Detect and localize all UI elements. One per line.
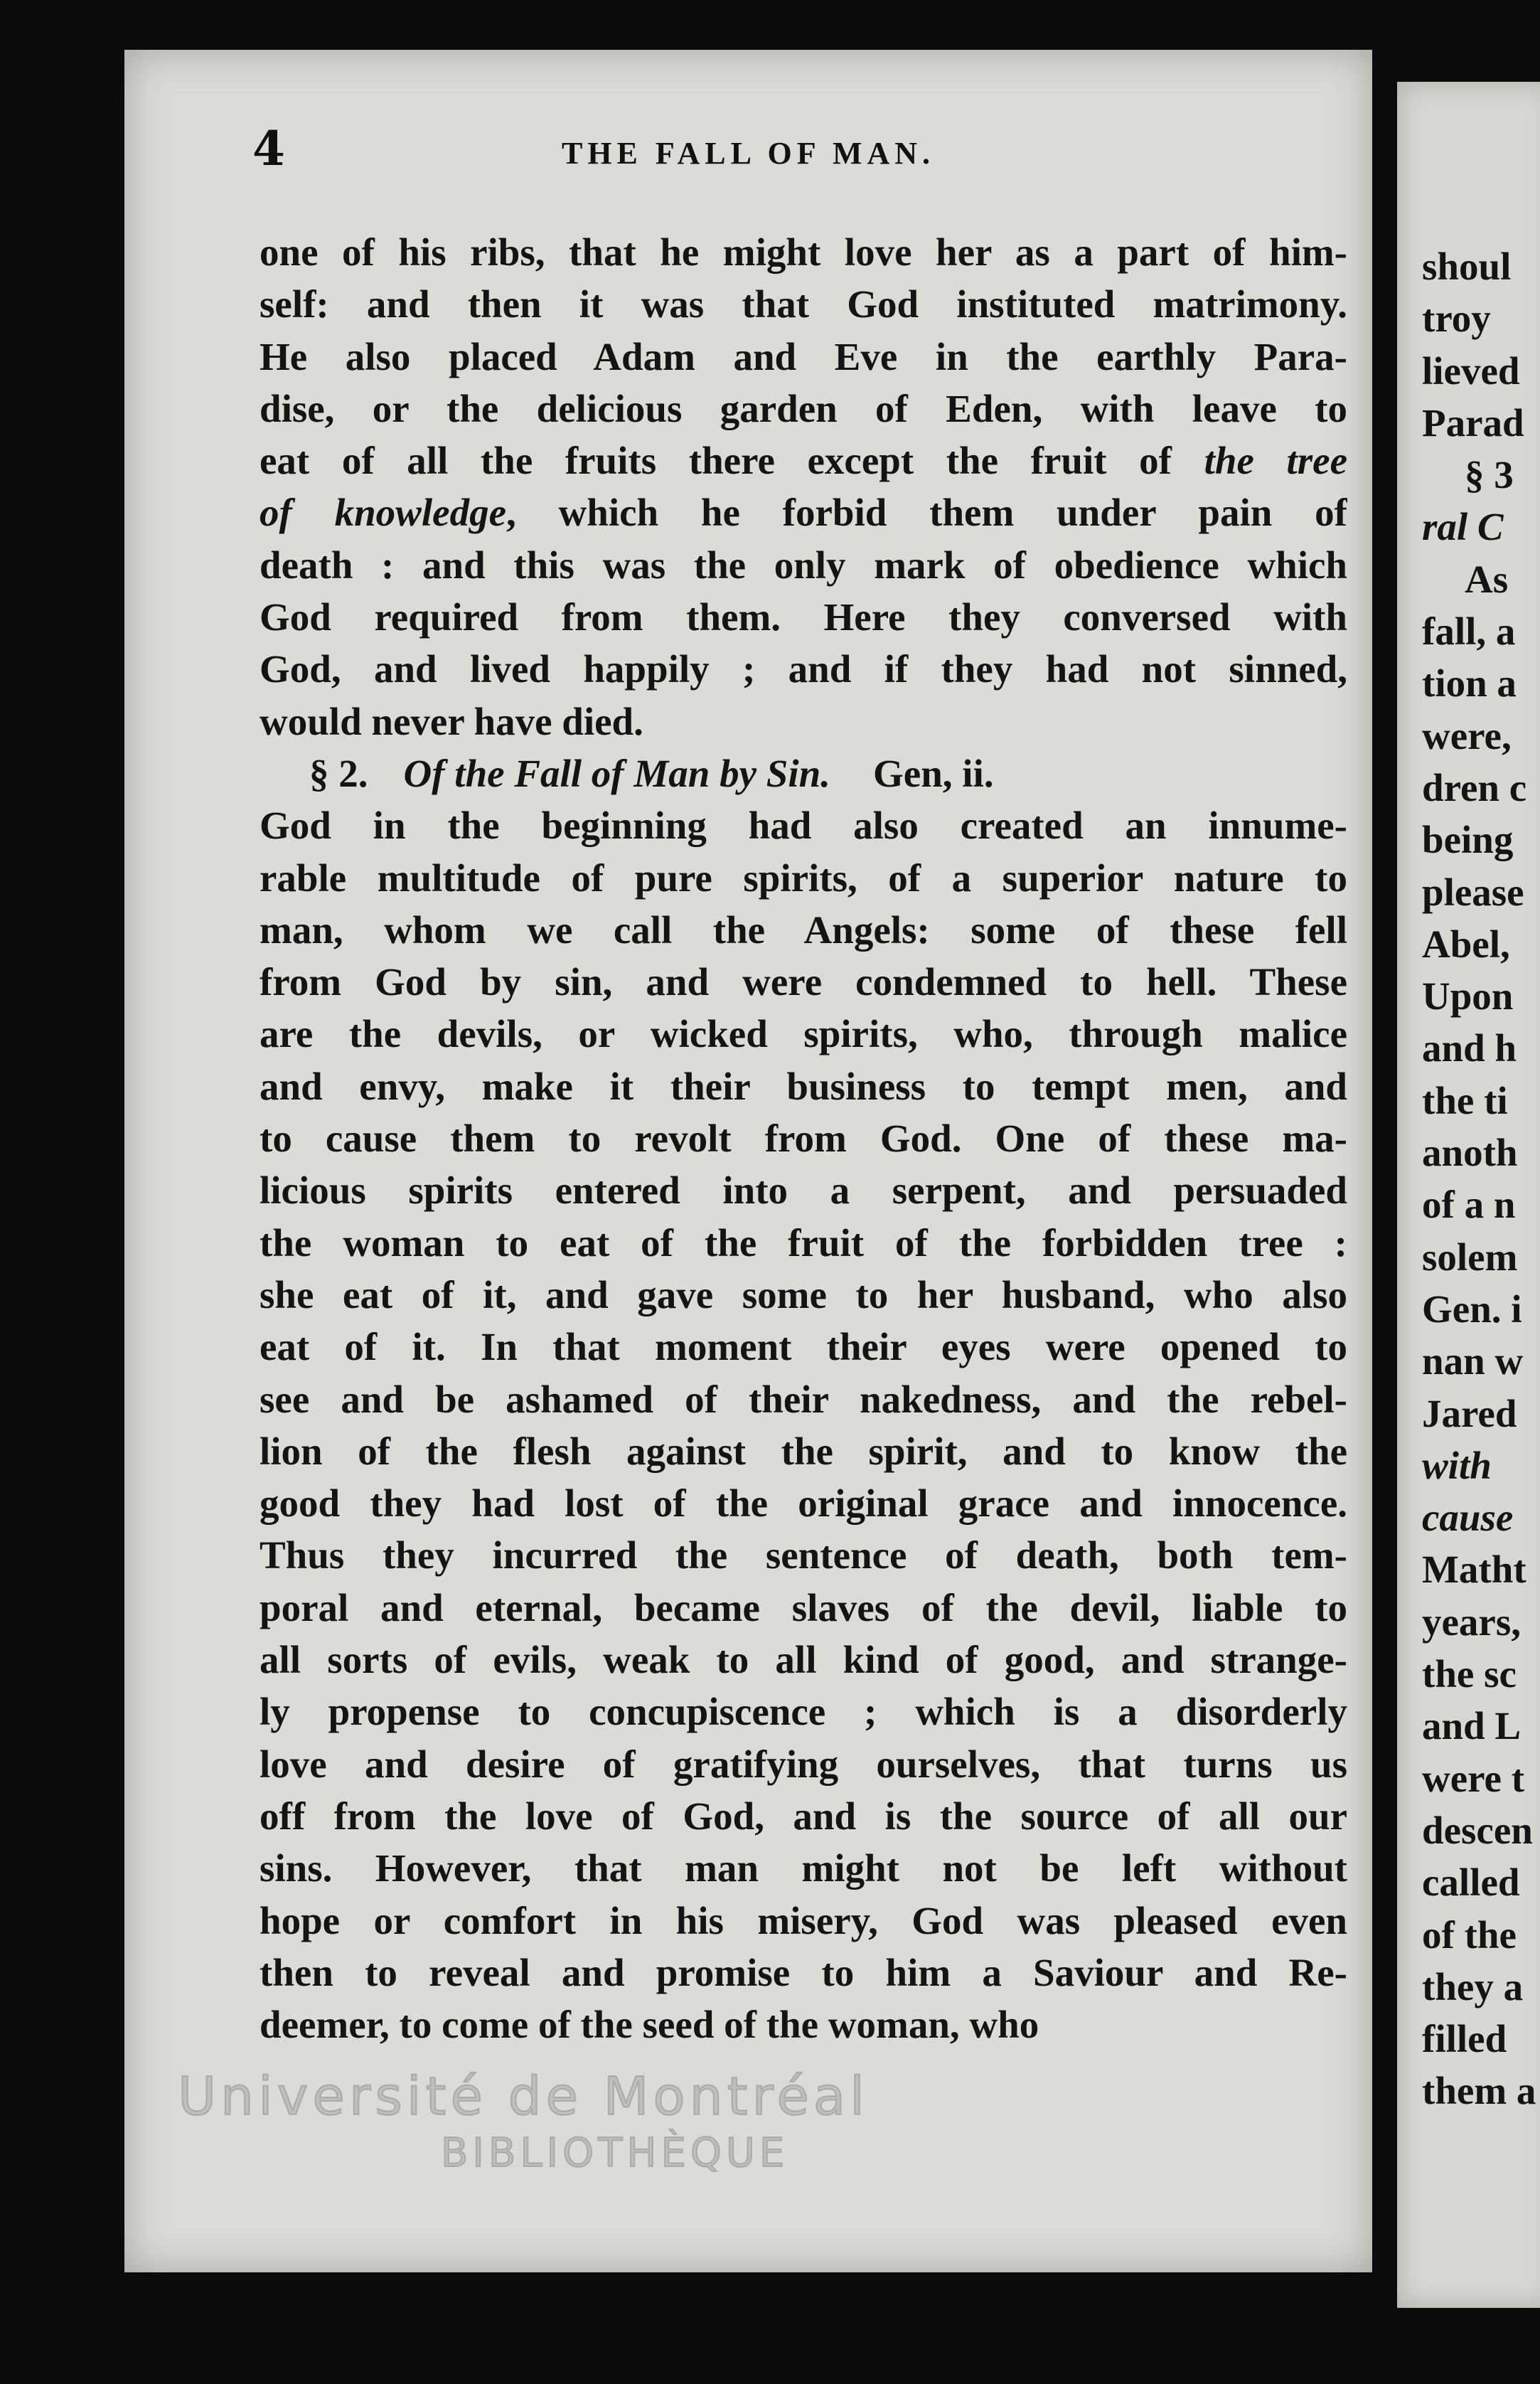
text-line: are the devils, or wicked spirits, who, through malice: [260, 1012, 1347, 1056]
text-line: [260, 435, 1347, 486]
text-line: poral and eternal, became slaves of the devil, liable to: [260, 1585, 1347, 1629]
running-head: THE FALL OF MAN.: [561, 136, 936, 171]
paragraph-2: [260, 799, 1347, 2050]
text-line: would never have died.: [260, 699, 643, 743]
text-line: [260, 486, 1347, 538]
text-line: from God by sin, and were condemned to hell. These: [260, 960, 1347, 1004]
next-page-fragment: lieved: [1422, 348, 1520, 393]
next-page-fragment: cause: [1422, 1496, 1514, 1540]
next-page-fragment: with: [1422, 1443, 1492, 1487]
next-page-fragment: they a: [1422, 1964, 1524, 2008]
text-line: the woman to eat of the fruit of the forbidden tree :: [260, 1220, 1347, 1265]
text-line: eat of it. In that moment their eyes were opened to: [260, 1325, 1347, 1369]
next-page-fragment: being: [1422, 818, 1514, 862]
next-page-fragment: and L: [1422, 1704, 1522, 1748]
next-page-fragment: Abel,: [1422, 922, 1510, 966]
next-page-fragment: Jared: [1422, 1391, 1517, 1435]
italic-phrase: of knowledge: [260, 491, 506, 535]
text-line: sins. However, that man might not be left without: [260, 1846, 1347, 1890]
next-page-fragment: please: [1422, 870, 1524, 914]
paragraph-1: [260, 226, 1347, 747]
page-header: [124, 121, 1372, 178]
text-line: lion of the flesh against the spirit, and to know the: [260, 1429, 1347, 1473]
text-line: Thus they incurred the sentence of death, both tem-: [260, 1533, 1347, 1577]
section-heading: [260, 747, 1347, 799]
next-page-fragment: Parad: [1422, 400, 1524, 445]
text-line: then to reveal and promise to him a Saviour and Re-: [260, 1950, 1347, 1994]
next-page-fragment: troy: [1422, 297, 1491, 341]
next-page-fragment: fall, a: [1422, 610, 1516, 654]
next-page-fragment: nan w: [1422, 1339, 1524, 1383]
next-page-fragment: and h: [1422, 1026, 1517, 1070]
next-page-fragment: Gen. i: [1422, 1287, 1522, 1331]
text-line: dise, or the delicious garden of Eden, with leave to: [260, 386, 1347, 430]
text-line: rable multitude of pure spirits, of a superior nature to: [260, 856, 1347, 900]
library-stamp-line-1: Université de Montréal: [178, 2066, 869, 2127]
next-page-fragment: tion a: [1422, 661, 1517, 706]
text-line: God in the beginning had also created an innume-: [260, 804, 1347, 848]
text-line: God required from them. Here they conversed with: [260, 595, 1347, 639]
next-page-fragment: of the: [1422, 1912, 1517, 1957]
next-page-fragment: were t: [1422, 1756, 1525, 1800]
section-number: § 2.: [309, 751, 368, 795]
body-text: [260, 226, 1347, 2050]
section-reference: Gen, ii.: [873, 751, 994, 795]
next-page-fragment: filled: [1422, 2017, 1507, 2061]
next-page-fragment: called: [1422, 1861, 1520, 1905]
section-title: Of the Fall of Man by Sin.: [403, 751, 830, 795]
next-page-fragment: dren c: [1422, 765, 1527, 809]
next-page-fragment: descen: [1422, 1808, 1533, 1852]
next-page-fragment: anoth: [1422, 1131, 1518, 1175]
italic-phrase: the tree: [1204, 439, 1347, 483]
text-line: and envy, make it their business to tempt men, and: [260, 1064, 1347, 1108]
text-segment: , which he forbid them under pain of: [506, 491, 1347, 535]
text-line: man, whom we call the Angels: some of these fell: [260, 908, 1347, 952]
text-line: see and be ashamed of their nakedness, and the rebel-: [260, 1377, 1347, 1421]
next-page-fragment: Upon: [1422, 974, 1514, 1018]
library-stamp-line-2: BIBLIOTHÈQUE: [441, 2130, 789, 2176]
text-line: all sorts of evils, weak to all kind of good, and strange-: [260, 1638, 1347, 1682]
text-segment: eat of all the fruits there except the fruit of: [260, 439, 1204, 483]
text-line: she eat of it, and gave some to her husband, who also: [260, 1272, 1347, 1316]
next-page-fragment: shoul: [1422, 245, 1512, 288]
next-page-fragment: ral C: [1422, 505, 1504, 549]
next-page-fragment: years,: [1422, 1600, 1521, 1644]
page-number: 4: [252, 121, 285, 176]
text-line: hope or comfort in his misery, God was pleased even: [260, 1898, 1347, 1942]
text-line: good they had lost of the original grace and innocence.: [260, 1481, 1347, 1526]
next-page-fragment: the sc: [1422, 1652, 1517, 1696]
text-line: He also placed Adam and Eve in the earthly Para-: [260, 334, 1347, 378]
text-line: off from the love of God, and is the source of all our: [260, 1794, 1347, 1838]
text-line: deemer, to come of the seed of the woman, who: [260, 2003, 1039, 2047]
next-page-text: [1422, 240, 1540, 2117]
text-line: death : and this was the only mark of obedience which: [260, 543, 1347, 587]
next-page-fragment: them a: [1422, 2069, 1536, 2113]
text-line: ly propense to concupiscence ; which is a disorderly: [260, 1690, 1347, 1734]
text-line: to cause them to revolt from God. One of these ma-: [260, 1117, 1347, 1161]
next-page-fragment: the ti: [1422, 1078, 1508, 1122]
text-line: self: and then it was that God instituted matrimony.: [260, 282, 1347, 326]
next-page-fragment: were,: [1422, 713, 1512, 757]
text-line: licious spirits entered into a serpent, and persuaded: [260, 1169, 1347, 1213]
next-page-fragment: As: [1465, 557, 1509, 601]
next-page-fragment: § 3: [1465, 453, 1514, 497]
text-line: love and desire of gratifying ourselves, that turns us: [260, 1742, 1347, 1786]
next-page-fragment: solem: [1422, 1235, 1518, 1279]
text-line: one of his ribs, that he might love her as a part of him-: [260, 230, 1347, 274]
text-line: God, and lived happily ; and if they had not sinned,: [260, 647, 1347, 691]
next-page-fragment: Matht: [1422, 1548, 1526, 1592]
next-page-fragment: of a n: [1422, 1183, 1516, 1227]
